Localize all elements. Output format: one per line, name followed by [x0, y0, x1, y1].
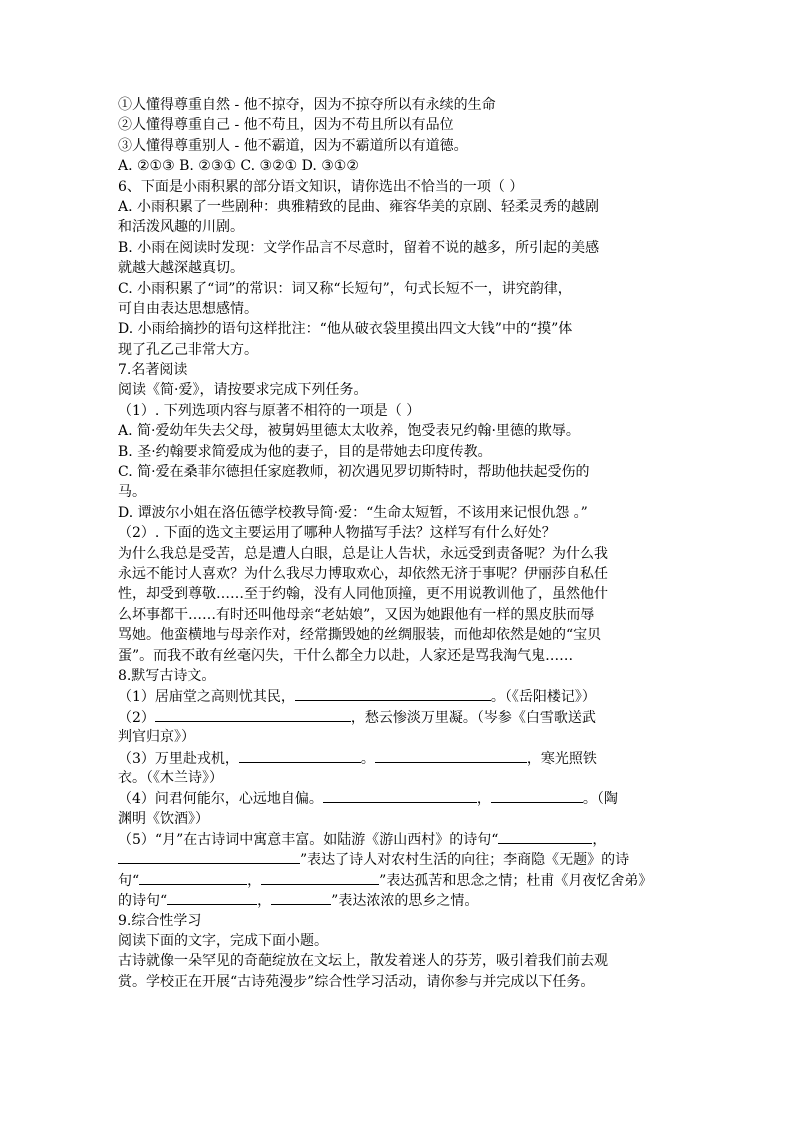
passage-line: 蛋”。而我不敢有丝毫闪失，干什么都全力以赴，人家还是骂我淘气鬼……: [118, 647, 574, 664]
text-line: 阅读下面的文字，完成下面小题。: [118, 933, 328, 950]
passage-line: 赏。学校正在开展“古诗苑漫步”综合性学习活动，请你参与并完成以下任务。: [118, 973, 595, 990]
passage-line: 骂她。他蛮横地与母亲作对，经常撕毁她的丝绸服装，而他却依然是她的“宝贝: [118, 627, 602, 644]
passage-line: 古诗就像一朵罕见的奇葩绽放在文坛上，散发着迷人的芬芳，吸引着我们前去观: [118, 953, 608, 970]
fill-q1: [118, 686, 686, 706]
option-c-cont: 可自由表达思想感情。: [118, 300, 258, 317]
option-c: C. 小雨积累了“词”的常识：词又称“长短句”，句式长短不一，讲究韵律，: [118, 280, 572, 297]
fill-q5: [118, 829, 686, 849]
fill-q5-cont: [118, 849, 686, 869]
document-page: [118, 95, 686, 992]
passage-line: 性，却受到尊敬……至于约翰，没有人同他顶撞，更不用说教训他了，虽然他什: [118, 586, 608, 603]
fill-text: （3）万里赴戎机，: [118, 750, 239, 767]
question-7-2: （2）. 下面的选文主要运用了哪种人物描写手法？这样写有什么好处？: [118, 525, 556, 542]
answer-blank[interactable]: [498, 829, 592, 844]
answer-blank[interactable]: [295, 686, 491, 701]
text-line: 阅读《简·爱》，请按要求完成下列任务。: [118, 382, 368, 399]
option-a-cont: 和活泼风趣的川剧。: [118, 219, 244, 236]
passage-line: 永远不能讨人喜欢？为什么我尽力博取欢心，却依然无济于事呢？伊丽莎自私任: [118, 565, 608, 582]
fill-q2: [118, 707, 686, 727]
fill-text: （1）居庙堂之高则忧其民，: [118, 689, 295, 706]
option-c: C. 简·爱在桑菲尔德担任家庭教师，初次遇见罗切斯特时，帮助他扶起受伤的: [118, 464, 590, 481]
fill-text: 句“: [118, 872, 140, 889]
question-6-title: 6、下面是小雨积累的部分语文知识，请你选出不恰当的一项（ ）: [118, 178, 524, 195]
question-7-1: （1）. 下列选项内容与原著不相符的一项是（ ）: [118, 402, 421, 419]
fill-q5-cont: [118, 890, 686, 910]
answer-blank[interactable]: [375, 748, 527, 763]
passage-line: 为什么我总是受苦，总是遭人白眼，总是让人告状，永远受到责备呢？为什么我: [118, 545, 608, 562]
text-line: ③人懂得尊重别人 - 他不霸道，因为不霸道所以有道德。: [118, 137, 468, 154]
answer-blank[interactable]: [139, 870, 247, 885]
fill-q2-cont: 判官归京》）: [118, 729, 195, 746]
fill-text: ”表达浓浓的思乡之情。: [331, 893, 479, 910]
fill-q3: [118, 748, 686, 768]
text-line: ②人懂得尊重自己 - 他不苟且，因为不苟且所以有品位: [118, 117, 454, 134]
option-b-cont: 就越大越深越真切。: [118, 260, 244, 277]
fill-text: 。: [360, 750, 375, 767]
fill-text: 的诗句“: [118, 893, 168, 910]
fill-q4-cont: 渊明《饮酒》）: [118, 810, 209, 827]
option-d: D. 谭波尔小姐在洛伍德学校教导简·爱：“生命太短暂，不该用来记恨仇怨 。”: [118, 504, 588, 521]
answer-blank[interactable]: [261, 870, 379, 885]
fill-text: ，愁云惨淡万里凝。（岑参《白雪歌送武: [350, 709, 596, 726]
section-7-heading: 7.名著阅读: [118, 362, 188, 379]
answer-blank[interactable]: [118, 849, 300, 864]
answer-blank[interactable]: [271, 890, 331, 905]
fill-q5-cont: [118, 870, 686, 890]
answer-blank[interactable]: [491, 788, 583, 803]
fill-text: ，寒光照铁: [526, 750, 597, 767]
option-b: B. 圣·约翰要求简爱成为他的妻子，目的是带她去印度传教。: [118, 443, 492, 460]
option-d: D. 小雨给摘抄的语句这样批注：“他从破衣袋里摸出四文大钱”中的“摸”体: [118, 321, 573, 338]
option-d-cont: 现了孔乙己非常大方。: [118, 341, 258, 358]
fill-text: ”表达孤苦和思念之情；杜甫《月夜忆舍弟》: [379, 872, 653, 889]
fill-text: ，: [247, 872, 262, 889]
passage-line: 么坏事都干……有时还叫他母亲“老姑娘”，又因为她跟他有一样的黑皮肤而辱: [118, 606, 595, 623]
fill-text: （5）“月”在古诗词中寓意丰富。如陆游《游山西村》的诗句“: [118, 832, 499, 849]
fill-text: ，: [592, 832, 607, 849]
section-9-heading: 9.综合性学习: [118, 912, 202, 929]
answer-blank[interactable]: [323, 788, 477, 803]
option-c-cont: 马。: [118, 484, 146, 501]
section-8-heading: 8.默写古诗文。: [118, 667, 216, 684]
option-a: A. 简·爱幼年失去父母，被舅妈里德太太收养，饱受表兄约翰·里德的欺辱。: [118, 423, 580, 440]
answer-blank[interactable]: [239, 748, 361, 763]
answer-blank[interactable]: [155, 707, 351, 722]
fill-text: ”表达了诗人对农村生活的向往；李商隐《无题》的诗: [300, 852, 630, 869]
fill-text: 。（陶: [582, 791, 618, 808]
fill-q3-cont: 衣。（《木兰诗》）: [118, 769, 223, 786]
fill-text: 。（《岳阳楼记》）: [490, 689, 596, 706]
fill-text: （4）问君何能尔，心远地自偏。: [118, 791, 323, 808]
option-a: A. 小雨积累了一些剧种：典雅精致的昆曲、雍容华美的京剧、轻柔灵秀的越剧: [118, 198, 600, 215]
answer-blank[interactable]: [167, 890, 257, 905]
fill-text: ，: [476, 791, 491, 808]
fill-text: （2）: [118, 709, 155, 726]
option-b: B. 小雨在阅读时发现：文学作品言不尽意时，留着不说的越多，所引起的美感: [118, 239, 600, 256]
fill-q4: [118, 788, 686, 808]
fill-text: ，: [257, 893, 272, 910]
text-line: ①人懂得尊重自然 - 他不掠夺，因为不掠夺所以有永续的生命: [118, 97, 496, 113]
answer-options: A. ②①③ B. ②③① C. ③②① D. ③①②: [118, 158, 359, 175]
